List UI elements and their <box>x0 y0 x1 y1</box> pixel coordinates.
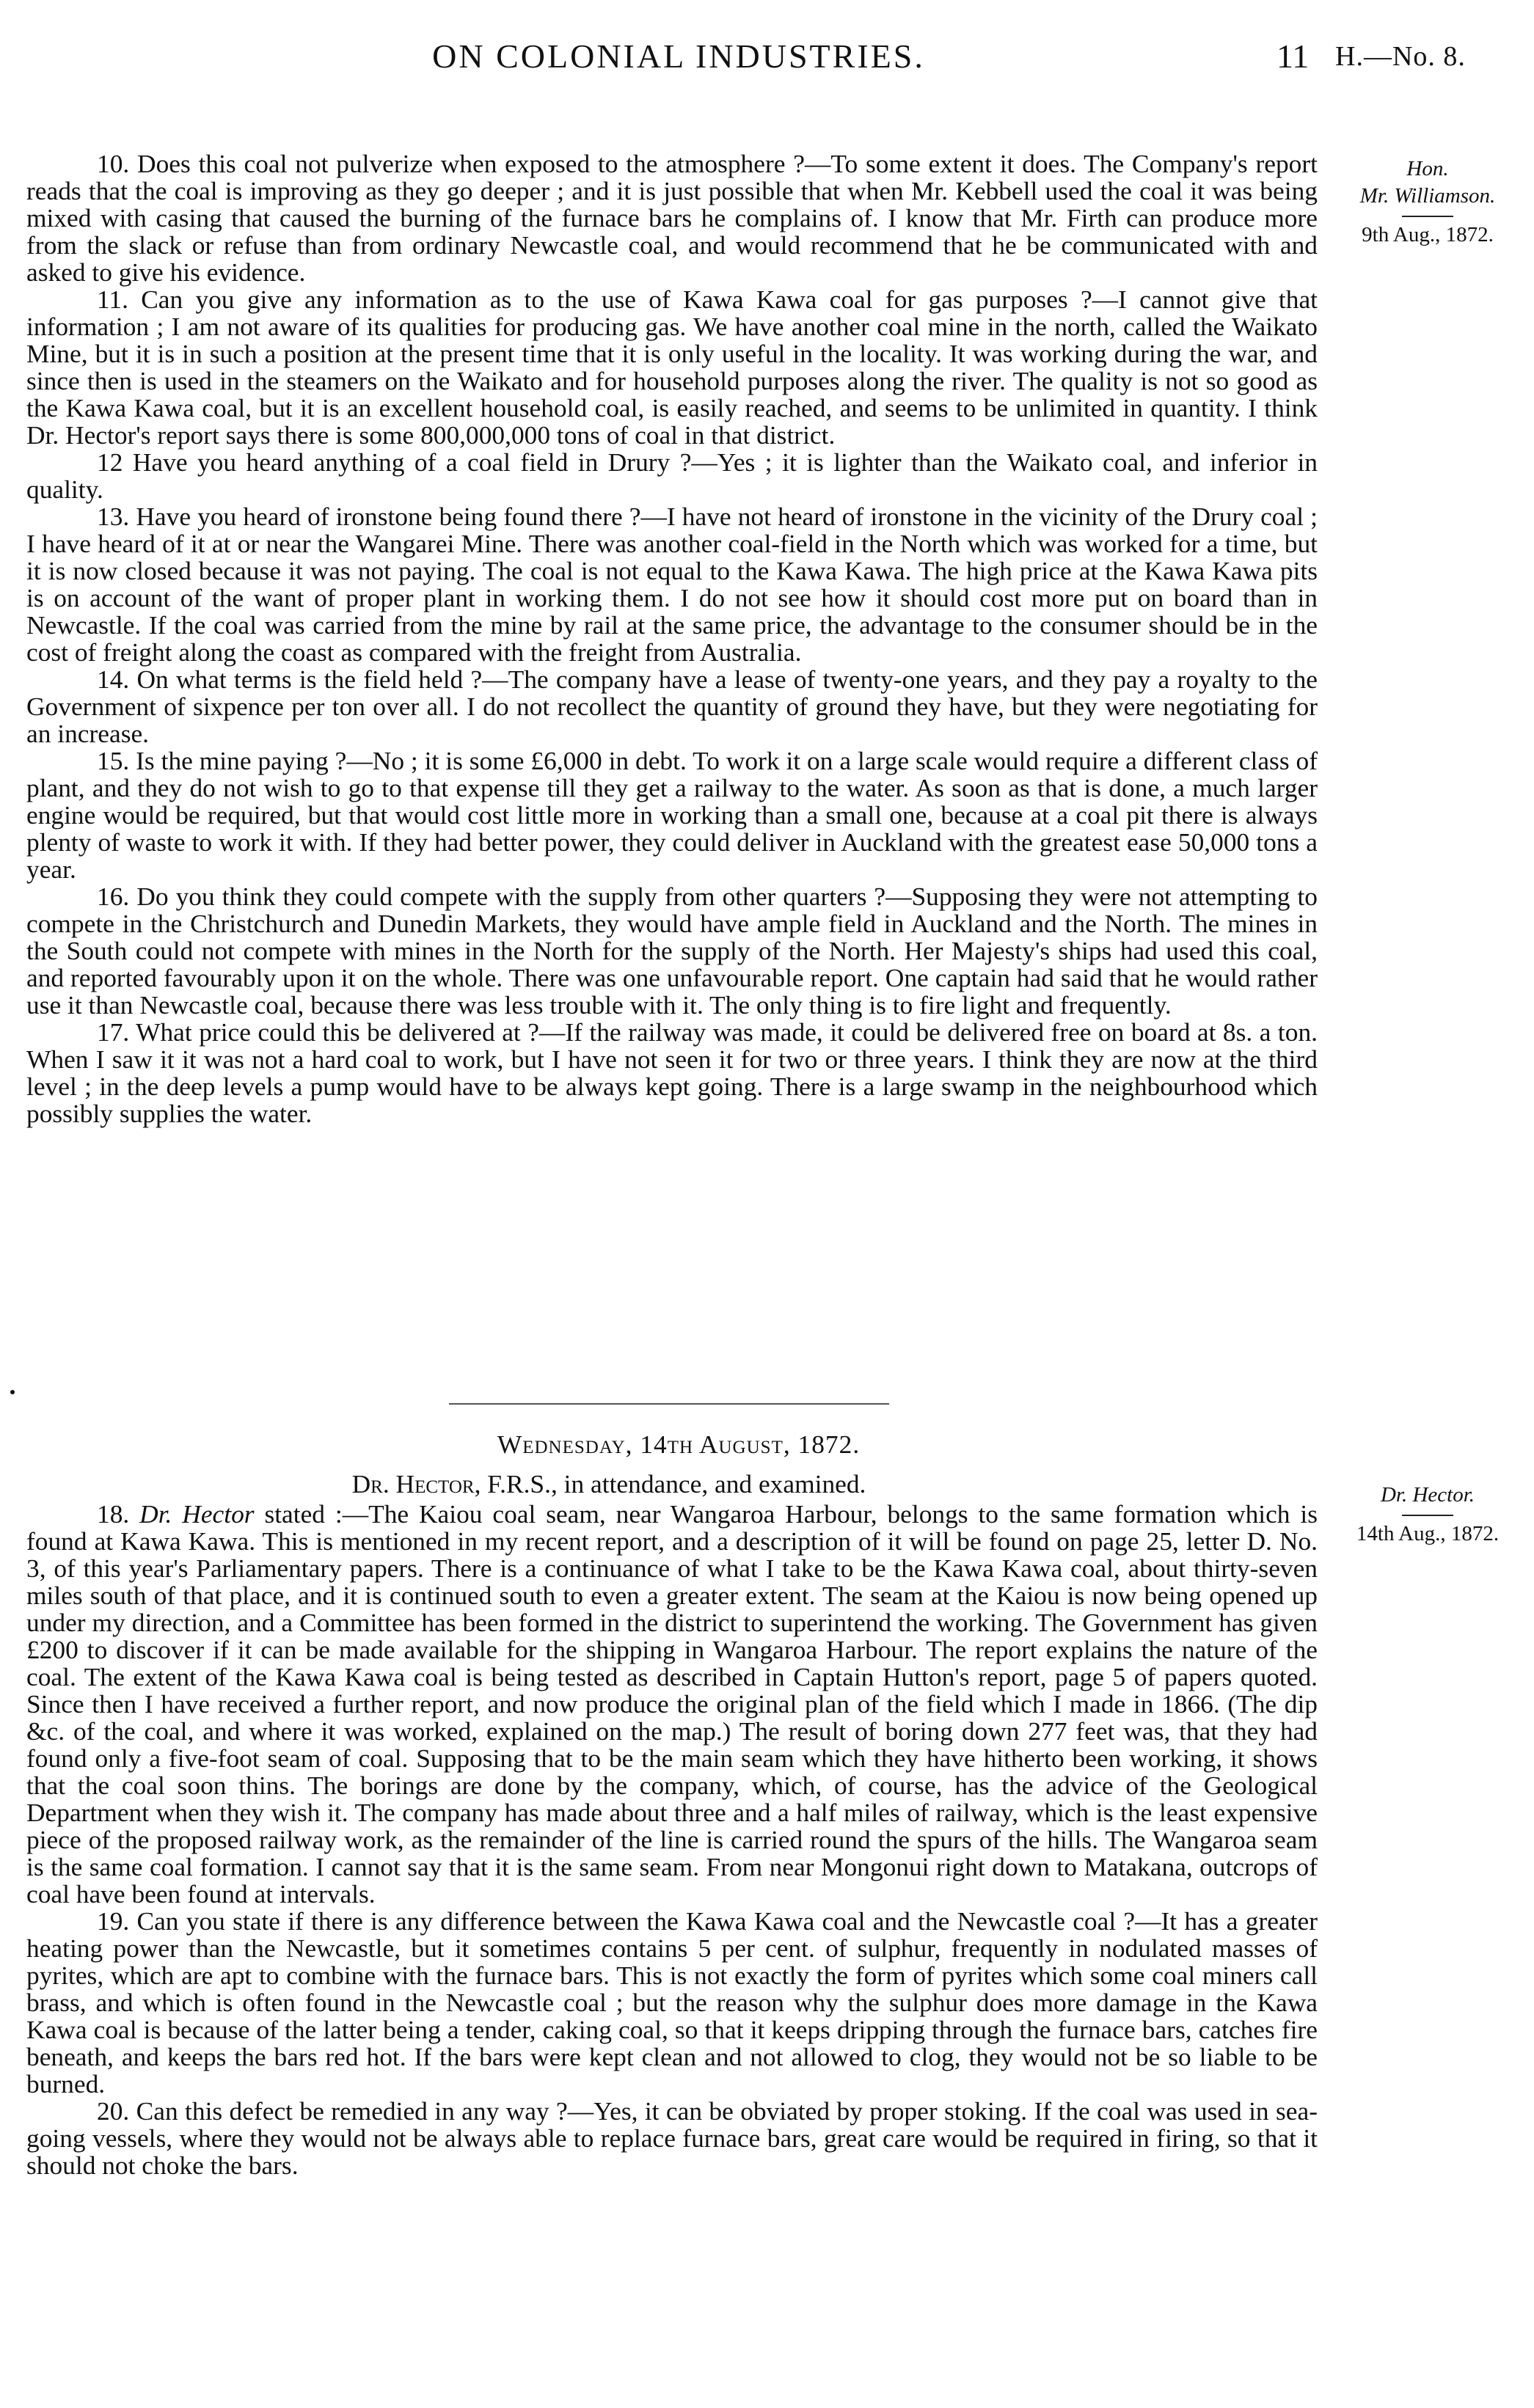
evidence-williamson <box>26 150 1318 1127</box>
margin-date: 9th Aug., 1872. <box>1362 223 1494 246</box>
margin-witness-name: Mr. Williamson. <box>1359 184 1496 208</box>
paragraph-number: 18. <box>97 1499 130 1529</box>
question-paragraph: 10. Does this coal not pulverize when exposed to the atmosphere ?—To some extent it does. The Company's report reads that the coal is improving as they go deeper ; and it is just possible that when Mr. Kebbell used the coal it was being mixed with casing that caused the burning of the furnace bars he complains of. I know that Mr. Firth can produce more from the slack or refuse than from ordinary Newcastle coal, and would recommend that he be communicated with and asked to give his evidence. <box>26 149 1318 287</box>
attendance-rest: , F.R.S., in attendance, and examined. <box>474 1469 866 1498</box>
question-paragraph: 12 Have you heard anything of a coal field in Drury ?—Yes ; it is lighter than the Waikato coal, and inferior in quality. <box>26 447 1318 504</box>
margin-note-hector <box>1332 1482 1523 1548</box>
question-paragraph: 15. Is the mine paying ?—No ; it is some £6,000 in debt. To work it on a large scale would require a different class of plant, and they do not wish to go to that expense till they get a railway to the water. As soon as that is done, a much larger engine would be required, but that would cost little more in working than a small one, because at a coal pit there is always plenty of waste to work it with. If they had better power, they could deliver in Auckland with the greatest ease 50,000 tons a year. <box>26 746 1318 884</box>
question-paragraph: 13. Have you heard of ironstone being found there ?—I have not heard of ironstone in the vicinity of the Drury coal ; I have heard of it at or near the Wangarei Mine. There was another coal-field in the North which was worked for a time, but it is now closed because it was not paying. The coal is not equal to the Kawa Kawa. The high price at the Kawa Kawa pits is on account of the want of proper plant in working them. I do not see how it should cost more put on board than in Newcastle. If the coal was carried from the mine by rail at the same price, the advantage to the consumer should be in the cost of freight along the coast as compared with the freight from Australia. <box>26 502 1318 667</box>
session-date-heading: Wednesday, 14th August, 1872. <box>497 1430 861 1459</box>
margin-note-williamson <box>1332 155 1523 249</box>
paragraph-text: stated :—The Kaiou coal seam, near Wangaroa Harbour, belongs to the same formation which is found at Kawa Kawa. This is mentioned in my recent report, and a description of it will be found on page 25, letter D. No. 3, of this year's Parliamentary papers. There is a continuance of what I take to be the Kawa Kawa coal, about thirty-seven miles south of that place, and it is continued south to even a greater extent. The seam at the Kaiou is now being opened up under my direction, and a Committee has been formed in the district to superintend the working. The Government has given £200 to discover if it can be made available for the shipping in Wangaroa Harbour. The report explains the nature of the coal. The extent of the Kawa Kawa coal is being tested as described in Captain Hutton's report, page 5 of papers quoted. Since then I have received a further report, and now produce the original plan of the field which I made in 1866. (The dip &c. of the coal, and where it was worked, explained on the map.) The result of boring down 277 feet was, that they had found only a five-foot seam of coal. Supposing that to be the main seam which they have hitherto been working, it shows that the coal soon thins. The borings are done by the company, which, of course, has the advice of the Geological Department when they wish it. The company has made about three and a half miles of railway, which is the least expensive piece of the proposed railway work, as the remainder of the line is carried round the spurs of the hills. The Wangaroa seam is the same coal formation. I cannot say that it is the same seam. From near Mongonui right down to Matakana, outcrops of coal have been found at intervals. <box>26 1499 1318 1909</box>
question-paragraph <box>26 1501 1318 1908</box>
section-divider <box>449 1403 889 1405</box>
page-header-title: ON COLONIAL INDUSTRIES. <box>432 37 925 75</box>
margin-rule <box>1402 216 1453 217</box>
margin-hon: Hon. <box>1406 157 1449 180</box>
margin-witness-name: Dr. Hector. <box>1380 1483 1475 1507</box>
attendance-name: Dr. Hector <box>351 1469 475 1498</box>
margin-date: 14th Aug., 1872. <box>1356 1522 1500 1545</box>
speaker-name: Dr. Hector <box>139 1499 255 1529</box>
question-paragraph: 14. On what terms is the field held ?—The company have a lease of twenty-one years, and they pay a royalty to the Government of sixpence per ton over all. I do not recollect the quantity of ground they have, but they were negotiating for an increase. <box>26 665 1318 748</box>
question-paragraph: 20. Can this defect be remedied in any way ?—Yes, it can be obviated by proper stoking. If the coal was used in sea-going vessels, where they would not be always able to replace furnace bars, great care would be required in firing, so that it should not choke the bars. <box>26 2096 1318 2180</box>
attendance-line <box>0 1468 1218 1499</box>
question-paragraph: 16. Do you think they could compete with the supply from other quarters ?—Supposing they were not attempting to compete in the Christchurch and Dunedin Markets, they would have ample field in Auckland and the North. The mines in the South could not compete with mines in the North for the supply of the North. Her Majesty's ships had used this coal, and reported favourably upon it on the whole. There was one unfavourable report. One captain had said that he would rather use it than Newcastle coal, because there was less trouble with it. The only thing is to fire light and frequently. <box>26 882 1318 1020</box>
question-paragraph: 11. Can you give any information as to the use of Kawa Kawa coal for gas purposes ?—I cannot give that information ; I am not aware of its qualities for producing gas. We have another coal mine in the north, called the Waikato Mine, but it is in such a position at the present time that it is only useful in the locality. It was working during the war, and since then is used in the steamers on the Waikato and for household purposes along the river. The quality is not so good as the Kawa Kawa coal, but it is an excellent household coal, is easily reached, and seems to be unlimited in quantity. I think Dr. Hector's report says there is some 800,000,000 tons of coal in that district. <box>26 285 1318 450</box>
margin-rule <box>1402 1515 1453 1516</box>
question-paragraph: 17. What price could this be delivered at ?—If the railway was made, it could be delivered free on board at 8s. a ton. When I saw it it was not a hard coal to work, but I have not seen it for two or three years. I think they are now at the third level ; in the deep levels a pump would have to be always kept going. There is a large swamp in the neighbourhood which possibly supplies the water. <box>26 1017 1318 1128</box>
evidence-hector <box>26 1501 1318 2179</box>
page-number: 11 <box>1276 37 1310 75</box>
question-paragraph: 19. Can you state if there is any difference between the Kawa Kawa coal and the Newcastle coal ?—It has a greater heating power than the Newcastle, but it sometimes contains 5 per cent. of sulphur, frequently in nodulated masses of pyrites, which are apt to combine with the furnace bars. This is not exactly the form of pyrites which some coal miners call brass, and which is often found in the Newcastle coal ; but the reason why the sulphur does more damage in the Kawa Kawa coal is because of the latter being a tender, caking coal, so that it keeps dripping through the furnace bars, catches fire beneath, and keeps the bars red hot. If the bars were kept clean and not allowed to clog, they would not be so liable to be burned. <box>26 1906 1318 2098</box>
document-reference: H.—No. 8. <box>1335 41 1466 72</box>
section-dot <box>10 1390 15 1394</box>
